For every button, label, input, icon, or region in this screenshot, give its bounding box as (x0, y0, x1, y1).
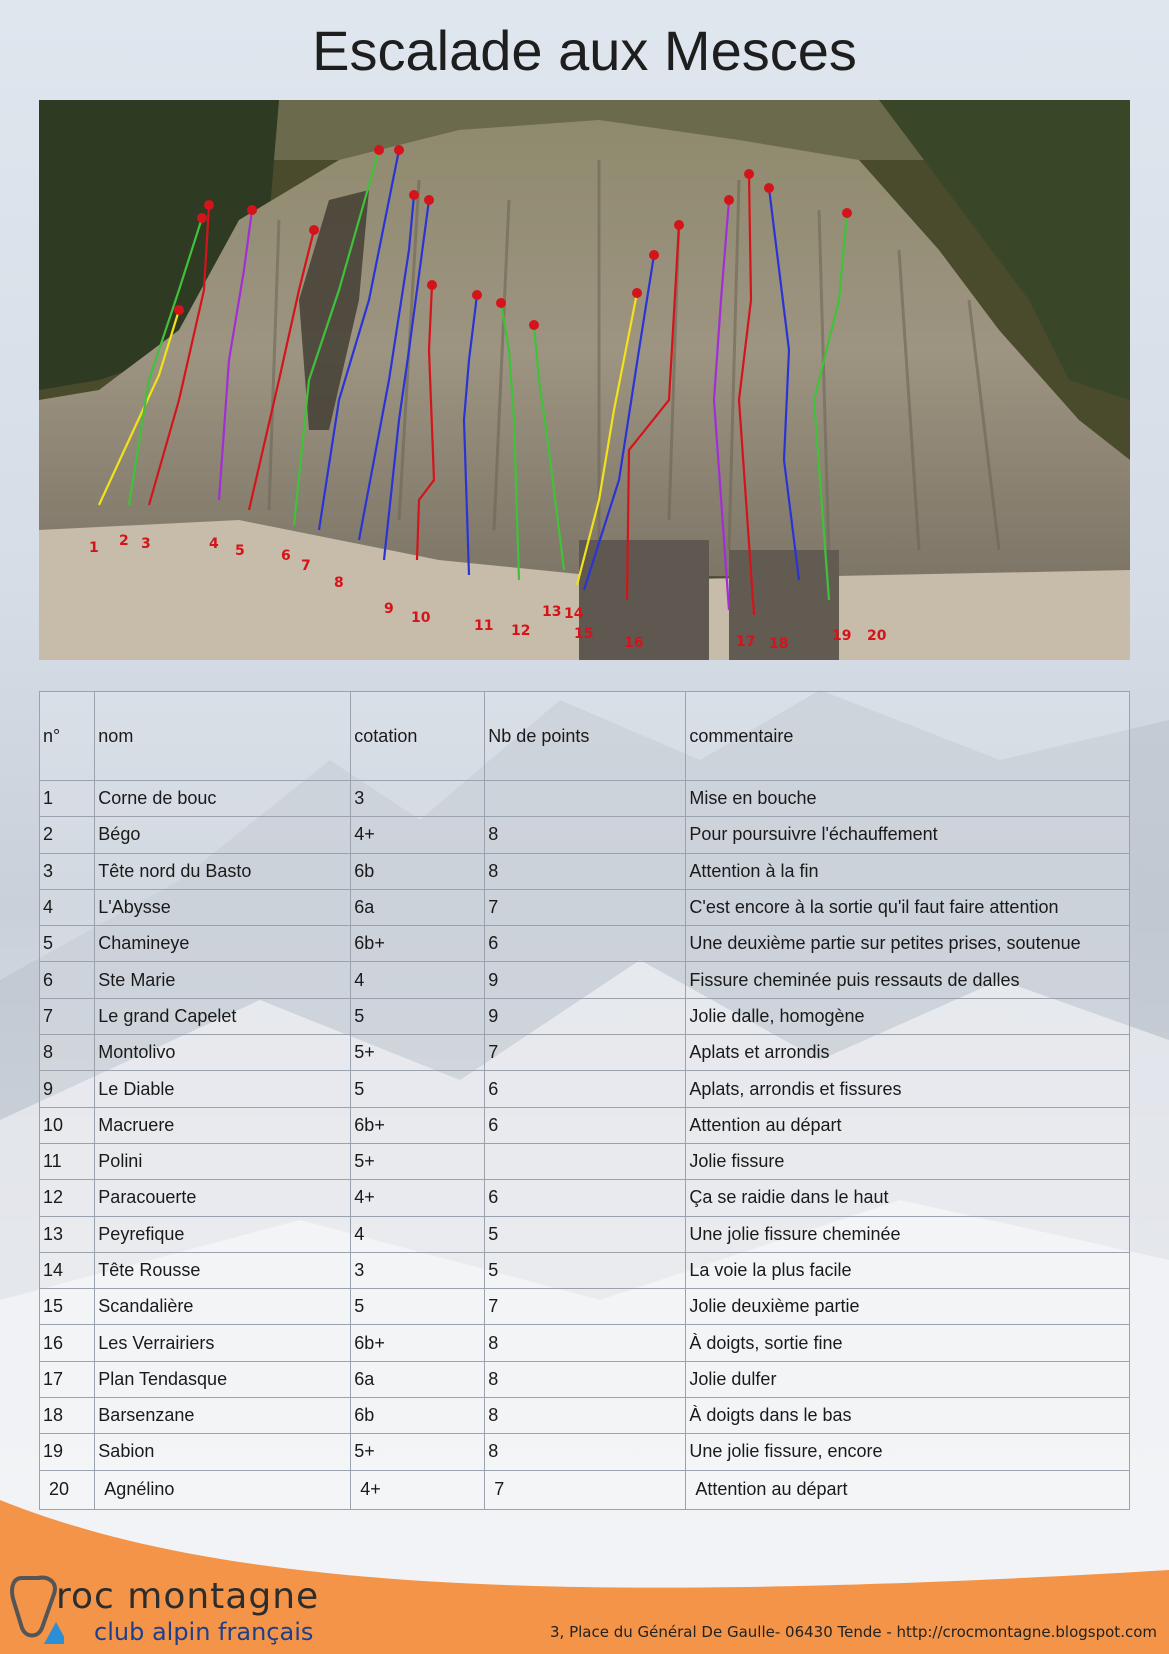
footer-address: 3, Place du Général De Gaulle- 06430 Tende - http://crocmontagne.blogspot.com (550, 1623, 1157, 1641)
route-comment: Jolie dulfer (686, 1361, 1130, 1397)
route-number: 13 (40, 1216, 95, 1252)
route-number: 9 (40, 1071, 95, 1107)
route-comment: Jolie dalle, homogène (686, 998, 1130, 1034)
route-comment: Mise en bouche (686, 781, 1130, 817)
route-grade: 6b+ (351, 1107, 485, 1143)
header-comment: commentaire (686, 692, 1130, 781)
route-comment: Jolie deuxième partie (686, 1289, 1130, 1325)
route-comment: Une jolie fissure cheminée (686, 1216, 1130, 1252)
header-bolts: Nb de points (485, 692, 686, 781)
route-label: 14 (564, 606, 584, 622)
route-bolts: 8 (485, 1398, 686, 1434)
table-row (40, 1470, 1130, 1509)
route-bolts: 7 (485, 1470, 686, 1509)
route-name: Scandalière (95, 1289, 351, 1325)
route-bolts: 8 (485, 1361, 686, 1397)
route-name: Agnélino (95, 1470, 351, 1509)
header-name: nom (95, 692, 351, 781)
route-name: Chamineye (95, 926, 351, 962)
route-label: 5 (235, 543, 245, 559)
route-name: Tête Rousse (95, 1252, 351, 1288)
route-label: 7 (301, 558, 311, 574)
route-number: 18 (40, 1398, 95, 1434)
route-number: 2 (40, 817, 95, 853)
route-grade: 5+ (351, 1143, 485, 1179)
route-comment: À doigts, sortie fine (686, 1325, 1130, 1361)
route-grade: 6b (351, 1398, 485, 1434)
route-bolts: 8 (485, 853, 686, 889)
route-number: 6 (40, 962, 95, 998)
route-bolts: 9 (485, 962, 686, 998)
route-name: Sabion (95, 1434, 351, 1470)
route-grade: 4 (351, 962, 485, 998)
route-label: 9 (384, 601, 394, 617)
page-title: Escalade aux Mesces (312, 19, 857, 82)
route-comment: Attention au départ (686, 1107, 1130, 1143)
route-number: 1 (40, 781, 95, 817)
table-header-row (40, 692, 1130, 781)
route-comment: Une deuxième partie sur petites prises, soutenue (686, 926, 1130, 962)
route-number: 16 (40, 1325, 95, 1361)
club-logo (8, 1572, 328, 1648)
route-comment: Jolie fissure (686, 1143, 1130, 1179)
route-name: Paracouerte (95, 1180, 351, 1216)
route-comment: Pour poursuivre l'échauffement (686, 817, 1130, 853)
route-name: L'Abysse (95, 889, 351, 925)
crag-photo (39, 100, 1130, 660)
logo-line-2: club alpin français (94, 1618, 314, 1646)
route-number: 15 (40, 1289, 95, 1325)
route-grade: 4+ (351, 1470, 485, 1509)
route-name: Peyrefique (95, 1216, 351, 1252)
route-bolts: 8 (485, 1434, 686, 1470)
route-name: Plan Tendasque (95, 1361, 351, 1397)
route-name: Ste Marie (95, 962, 351, 998)
table-row (40, 1216, 1130, 1252)
route-bolts: 7 (485, 1035, 686, 1071)
route-comment: Aplats et arrondis (686, 1035, 1130, 1071)
route-number: 12 (40, 1180, 95, 1216)
route-grade: 6b+ (351, 1325, 485, 1361)
route-number: 5 (40, 926, 95, 962)
route-label: 18 (769, 636, 789, 652)
route-comment: Aplats, arrondis et fissures (686, 1071, 1130, 1107)
route-name: Corne de bouc (95, 781, 351, 817)
table-row (40, 1434, 1130, 1470)
table-row (40, 1361, 1130, 1397)
route-grade: 5+ (351, 1434, 485, 1470)
route-name: Tête nord du Basto (95, 853, 351, 889)
route-bolts: 8 (485, 1325, 686, 1361)
table-row (40, 853, 1130, 889)
route-label: 11 (474, 618, 494, 634)
logo-line-1: roc montagne (56, 1576, 320, 1617)
route-comment: Fissure cheminée puis ressauts de dalles (686, 962, 1130, 998)
route-label: 8 (334, 575, 344, 591)
route-bolts: 6 (485, 1180, 686, 1216)
route-bolts: 6 (485, 926, 686, 962)
route-comment: Une jolie fissure, encore (686, 1434, 1130, 1470)
route-grade: 5 (351, 1071, 485, 1107)
table-row (40, 962, 1130, 998)
route-name: Le grand Capelet (95, 998, 351, 1034)
table-row (40, 1071, 1130, 1107)
route-label: 6 (281, 548, 291, 564)
route-name: Le Diable (95, 1071, 351, 1107)
route-grade: 5 (351, 1289, 485, 1325)
route-label: 15 (574, 626, 594, 642)
route-number: 10 (40, 1107, 95, 1143)
route-grade: 6a (351, 1361, 485, 1397)
table-row (40, 998, 1130, 1034)
table-row (40, 1035, 1130, 1071)
route-number: 20 (40, 1470, 95, 1509)
route-name: Macruere (95, 1107, 351, 1143)
header-grade: cotation (351, 692, 485, 781)
route-label: 3 (141, 536, 151, 552)
route-label: 20 (867, 628, 887, 644)
route-grade: 3 (351, 781, 485, 817)
route-number: 7 (40, 998, 95, 1034)
route-comment: La voie la plus facile (686, 1252, 1130, 1288)
table-row (40, 926, 1130, 962)
route-label: 10 (411, 610, 431, 626)
route-bolts (485, 781, 686, 817)
route-number: 3 (40, 853, 95, 889)
table-row (40, 781, 1130, 817)
route-comment: À doigts dans le bas (686, 1398, 1130, 1434)
table-row (40, 1107, 1130, 1143)
route-grade: 4 (351, 1216, 485, 1252)
route-bolts: 8 (485, 817, 686, 853)
route-label: 12 (511, 623, 531, 639)
route-grade: 5 (351, 998, 485, 1034)
route-name: Barsenzane (95, 1398, 351, 1434)
route-label: 13 (542, 604, 562, 620)
route-comment: Attention au départ (686, 1470, 1130, 1509)
table-row (40, 817, 1130, 853)
route-grade: 3 (351, 1252, 485, 1288)
route-label: 16 (624, 635, 644, 651)
table-row (40, 1143, 1130, 1179)
route-number: 17 (40, 1361, 95, 1397)
route-comment: Attention à la fin (686, 853, 1130, 889)
route-grade: 6b+ (351, 926, 485, 962)
route-name: Polini (95, 1143, 351, 1179)
header-number: n° (40, 692, 95, 781)
route-grade: 6a (351, 889, 485, 925)
route-label: 2 (119, 533, 129, 549)
route-number: 14 (40, 1252, 95, 1288)
route-bolts: 5 (485, 1216, 686, 1252)
topo-image (39, 100, 1130, 660)
route-number: 4 (40, 889, 95, 925)
route-name: Montolivo (95, 1035, 351, 1071)
route-grade: 4+ (351, 817, 485, 853)
route-label: 4 (209, 536, 219, 552)
route-number: 19 (40, 1434, 95, 1470)
route-bolts: 7 (485, 889, 686, 925)
route-comment: Ça se raidie dans le haut (686, 1180, 1130, 1216)
table-row (40, 1180, 1130, 1216)
route-name: Bégo (95, 817, 351, 853)
table-row (40, 1398, 1130, 1434)
route-label: 17 (736, 634, 756, 650)
route-bolts: 7 (485, 1289, 686, 1325)
route-bolts: 6 (485, 1107, 686, 1143)
table-row (40, 1325, 1130, 1361)
route-bolts: 6 (485, 1071, 686, 1107)
route-grade: 6b (351, 853, 485, 889)
table-row (40, 1252, 1130, 1288)
route-label: 19 (832, 628, 852, 644)
route-comment: C'est encore à la sortie qu'il faut faire attention (686, 889, 1130, 925)
route-grade: 5+ (351, 1035, 485, 1071)
routes-table (39, 691, 1130, 1510)
route-bolts: 5 (485, 1252, 686, 1288)
route-bolts (485, 1143, 686, 1179)
route-bolts: 9 (485, 998, 686, 1034)
route-name: Les Verrairiers (95, 1325, 351, 1361)
table-row (40, 889, 1130, 925)
route-grade: 4+ (351, 1180, 485, 1216)
table-row (40, 1289, 1130, 1325)
route-label: 1 (89, 540, 99, 556)
route-number: 11 (40, 1143, 95, 1179)
route-number: 8 (40, 1035, 95, 1071)
